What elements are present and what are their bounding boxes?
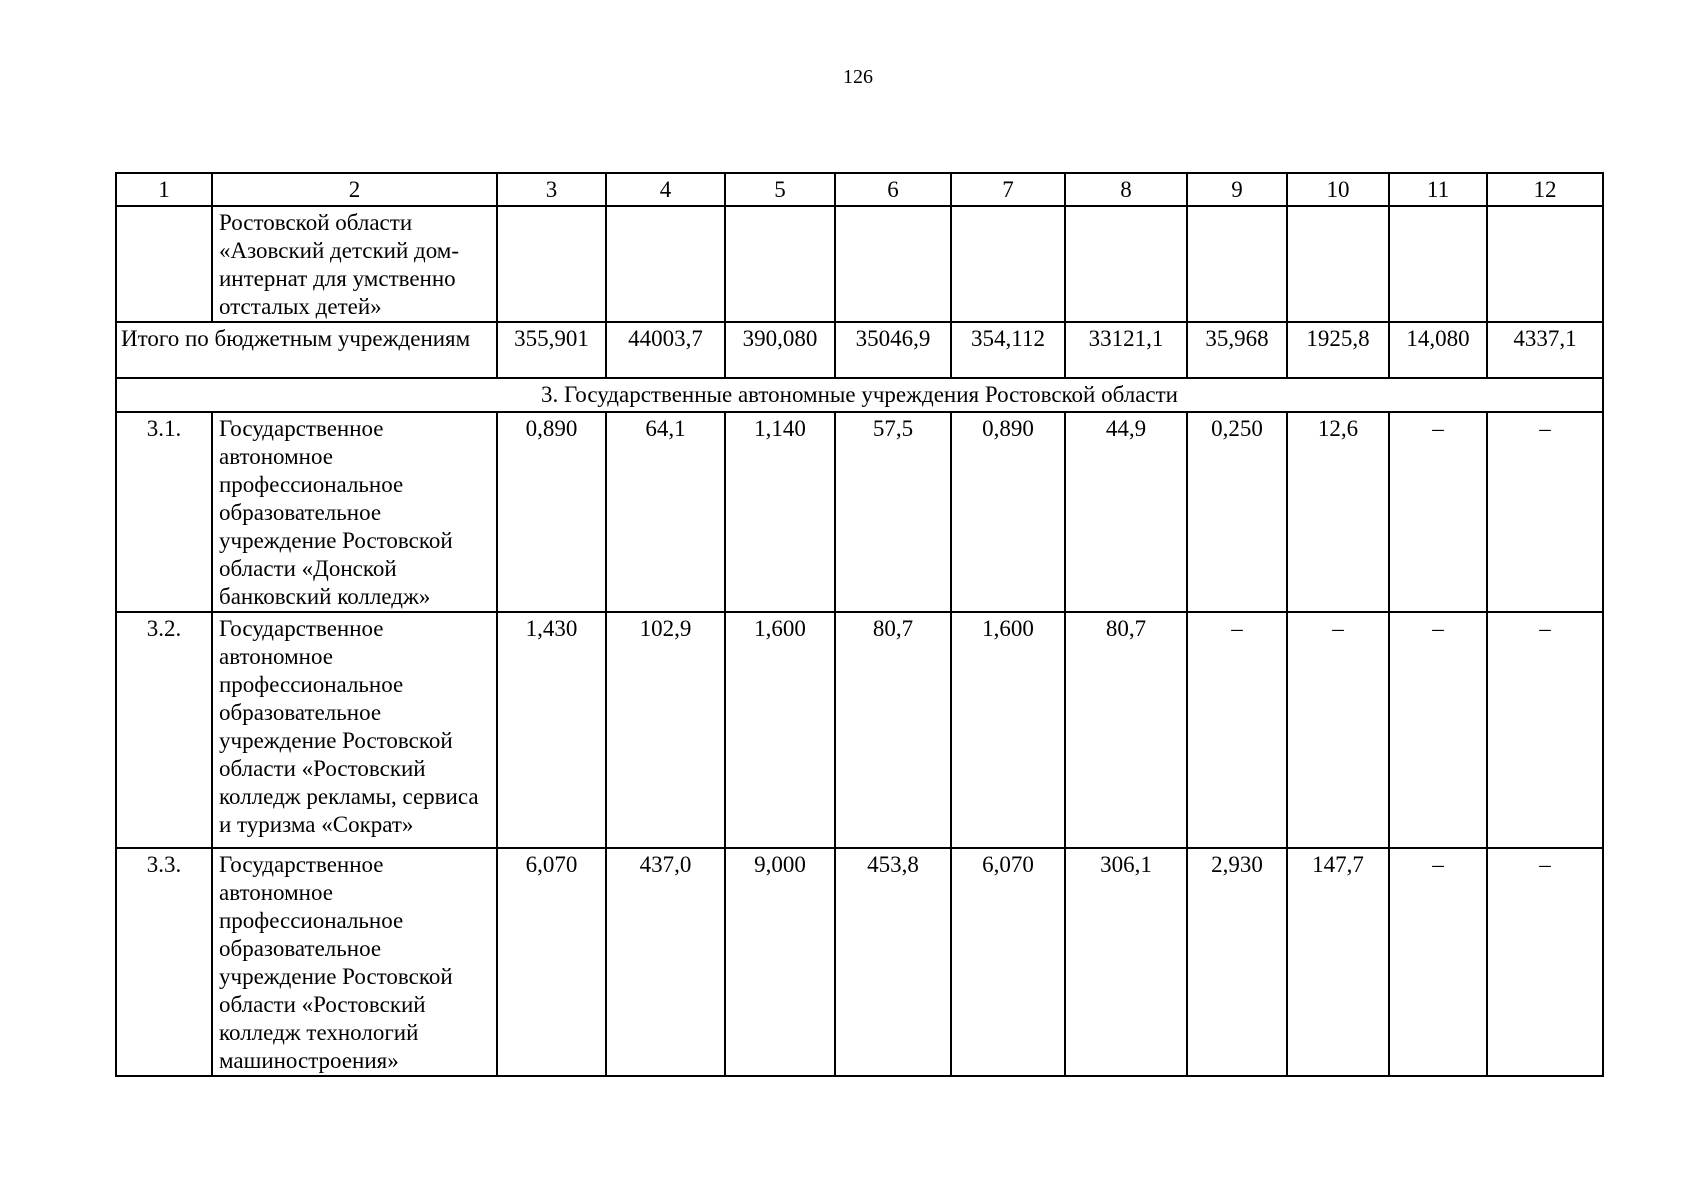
column-header: 11	[1389, 173, 1487, 206]
table-row	[116, 206, 1603, 322]
budget-table	[115, 172, 1604, 1077]
value-cell: 102,9	[606, 612, 725, 848]
value-cell: 355,901	[497, 322, 606, 378]
header-row	[116, 173, 1603, 206]
value-cell: 306,1	[1065, 848, 1187, 1076]
value-cell: 1,600	[725, 612, 835, 848]
value-cell: –	[1287, 612, 1389, 848]
value-cell: 453,8	[835, 848, 951, 1076]
value-cell: 44,9	[1065, 412, 1187, 612]
value-cell: 33121,1	[1065, 322, 1187, 378]
value-cell: 4337,1	[1487, 322, 1603, 378]
institution-name: Государственное автономное профессиональное образовательное учреждение Ростовской области «Ростовский колледж технологий машиностроения»	[212, 848, 497, 1076]
column-header: 2	[212, 173, 497, 206]
value-cell: –	[1487, 612, 1603, 848]
value-cell: 80,7	[835, 612, 951, 848]
value-cell: –	[1487, 412, 1603, 612]
value-cell: 35046,9	[835, 322, 951, 378]
table-row	[116, 412, 1603, 612]
column-header: 5	[725, 173, 835, 206]
value-cell: 12,6	[1287, 412, 1389, 612]
institution-name: Государственное автономное профессиональное образовательное учреждение Ростовской области «Донской банковский колледж»	[212, 412, 497, 612]
column-header: 6	[835, 173, 951, 206]
row-number: 3.2.	[116, 612, 212, 848]
value-cell: –	[1389, 612, 1487, 848]
value-cell: 0,250	[1187, 412, 1287, 612]
value-cell: 0,890	[951, 412, 1065, 612]
column-header: 7	[951, 173, 1065, 206]
column-header: 10	[1287, 173, 1389, 206]
value-cell	[1389, 206, 1487, 322]
value-cell: 354,112	[951, 322, 1065, 378]
value-cell: 1,600	[951, 612, 1065, 848]
value-cell: 6,070	[497, 848, 606, 1076]
value-cell: –	[1487, 848, 1603, 1076]
value-cell: 35,968	[1187, 322, 1287, 378]
value-cell: 0,890	[497, 412, 606, 612]
institution-name: Государственное автономное профессиональное образовательное учреждение Ростовской области «Ростовский колледж рекламы, сервиса и туризма «Сократ»	[212, 612, 497, 848]
value-cell: 1,430	[497, 612, 606, 848]
value-cell: 390,080	[725, 322, 835, 378]
value-cell: 9,000	[725, 848, 835, 1076]
value-cell: –	[1389, 412, 1487, 612]
value-cell: –	[1389, 848, 1487, 1076]
value-cell	[835, 206, 951, 322]
value-cell	[606, 206, 725, 322]
value-cell	[725, 206, 835, 322]
column-header: 8	[1065, 173, 1187, 206]
column-header: 3	[497, 173, 606, 206]
value-cell: 57,5	[835, 412, 951, 612]
column-header: 1	[116, 173, 212, 206]
total-row	[116, 322, 1603, 378]
value-cell: 437,0	[606, 848, 725, 1076]
column-header: 9	[1187, 173, 1287, 206]
value-cell: 6,070	[951, 848, 1065, 1076]
column-header: 4	[606, 173, 725, 206]
page-number: 126	[843, 66, 873, 88]
value-cell	[1065, 206, 1187, 322]
value-cell: 2,930	[1187, 848, 1287, 1076]
value-cell: 1,140	[725, 412, 835, 612]
value-cell: 44003,7	[606, 322, 725, 378]
institution-name: Ростовской области «Азовский детский дом-интернат для умственно отсталых детей»	[212, 206, 497, 322]
section-title: 3. Государственные автономные учреждения Ростовской области	[116, 378, 1603, 412]
value-cell: 80,7	[1065, 612, 1187, 848]
row-number: 3.1.	[116, 412, 212, 612]
table-row	[116, 848, 1603, 1076]
value-cell: 147,7	[1287, 848, 1389, 1076]
row-number	[116, 206, 212, 322]
value-cell: –	[1187, 612, 1287, 848]
column-header: 12	[1487, 173, 1603, 206]
table-body	[116, 206, 1603, 1076]
section-row	[116, 378, 1603, 412]
value-cell: 1925,8	[1287, 322, 1389, 378]
table-row	[116, 612, 1603, 848]
value-cell	[1487, 206, 1603, 322]
value-cell	[497, 206, 606, 322]
value-cell: 64,1	[606, 412, 725, 612]
value-cell	[1287, 206, 1389, 322]
value-cell	[1187, 206, 1287, 322]
total-label: Итого по бюджетным учреждениям	[116, 322, 497, 378]
value-cell: 14,080	[1389, 322, 1487, 378]
value-cell	[951, 206, 1065, 322]
row-number: 3.3.	[116, 848, 212, 1076]
